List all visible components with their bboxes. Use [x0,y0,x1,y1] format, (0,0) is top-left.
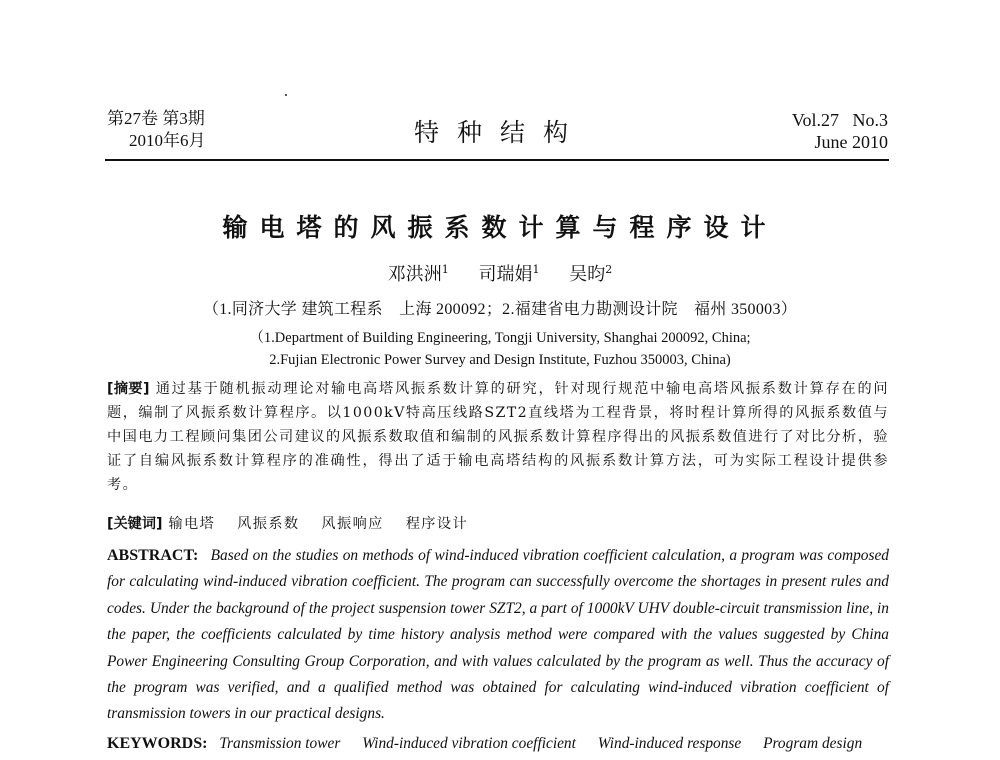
keyword-en: Wind-induced vibration coefficient [362,735,576,752]
abstract-cn-label: [摘要] [107,381,150,397]
paper-title: 输电塔的风振系数计算与程序设计 [222,213,778,242]
volume-issue-en: Vol.27 No.3 [791,110,888,130]
abstract-cn-text: 通过基于随机振动理论对输电高塔风振系数计算的研究，针对现行规范中输电高塔风振系数计算存在的问题，编制了风振系数计算程序。以1000kV特高压线路SZT2直线塔为工程背景，将时程计算所得的风振系数值与中国电力工程顾问集团公司建议的风振系数取值和编制的风振系数计算程序得出的风振系数值进行了对比分析，验证了自编风振系数计算程序的准确性，得出了适于输电高塔结构的风振系数计算方法，可为实际工程设计提供参考。 [107,381,890,493]
abstract-en [107,543,889,728]
abstract-cn [107,377,889,497]
affiliation-cn: （1.同济大学 建筑工程系 上海 200092；2.福建省电力勘测设计院 福州 350003） [202,301,798,318]
keywords-cn-label: [关键词] [107,516,163,532]
author-name: 吴昀 [569,264,606,285]
journal-name: 特种结构 [413,118,586,147]
date-cn: 2010年6月 [129,131,206,150]
author-affil-mark: 2 [605,263,613,276]
keywords-en-label: KEYWORDS: [107,735,208,752]
keyword-cn: 程序设计 [405,516,469,532]
keyword-en: Transmission tower [219,735,341,752]
keyword-cn: 风振系数 [237,516,300,532]
keyword-en: Wind-induced response [597,735,742,752]
affiliation-en-line1: （1.Department of Building Engineering, Tongji University, Shanghai 200092, China; [249,330,751,346]
author-name: 司瑞娟 [478,264,533,285]
affiliation-en-line2: 2.Fujian Electronic Power Survey and Design Institute, Fuzhou 350003, China) [269,352,731,368]
abstract-en-label: ABSTRACT: [107,547,199,564]
abstract-en-text: Based on the studies on methods of wind-induced vibration coefficient calculation, a program was composed for calculating wind-induced vibration coefficient. The program can successfully overcome the shortages in present rules and codes. Under the background of the project suspension tower SZT2, a part of 1000kV UHV double-circuit transmission line, in the paper, the coefficients calculated by time history analysis method were compared with the values suggested by China Power Engineering Consulting Group Corporation, and with values calculated by the program as well. Thus the accuracy of the program was verified, and a qualified method was obtained for calculating wind-induced vibration coefficient of transmission towers in our practical designs. [107,547,889,723]
author-name: 邓洪洲 [387,264,442,285]
scan-speck [285,94,287,96]
volume-issue-cn: 第27卷 第3期 [107,109,205,128]
date-en: June 2010 [814,132,888,152]
keywords-cn [107,513,889,533]
header-rule [105,159,889,161]
keyword-cn: 输电塔 [168,516,216,532]
issue-info [107,108,206,152]
author-affil-mark: 1 [532,263,540,276]
keyword-en: Program design [763,735,863,752]
keyword-cn: 风振响应 [321,516,384,532]
author-affil-mark: 1 [441,263,449,276]
keywords-en [107,735,889,753]
issue-info-en [792,109,888,153]
author-list [0,260,1000,286]
